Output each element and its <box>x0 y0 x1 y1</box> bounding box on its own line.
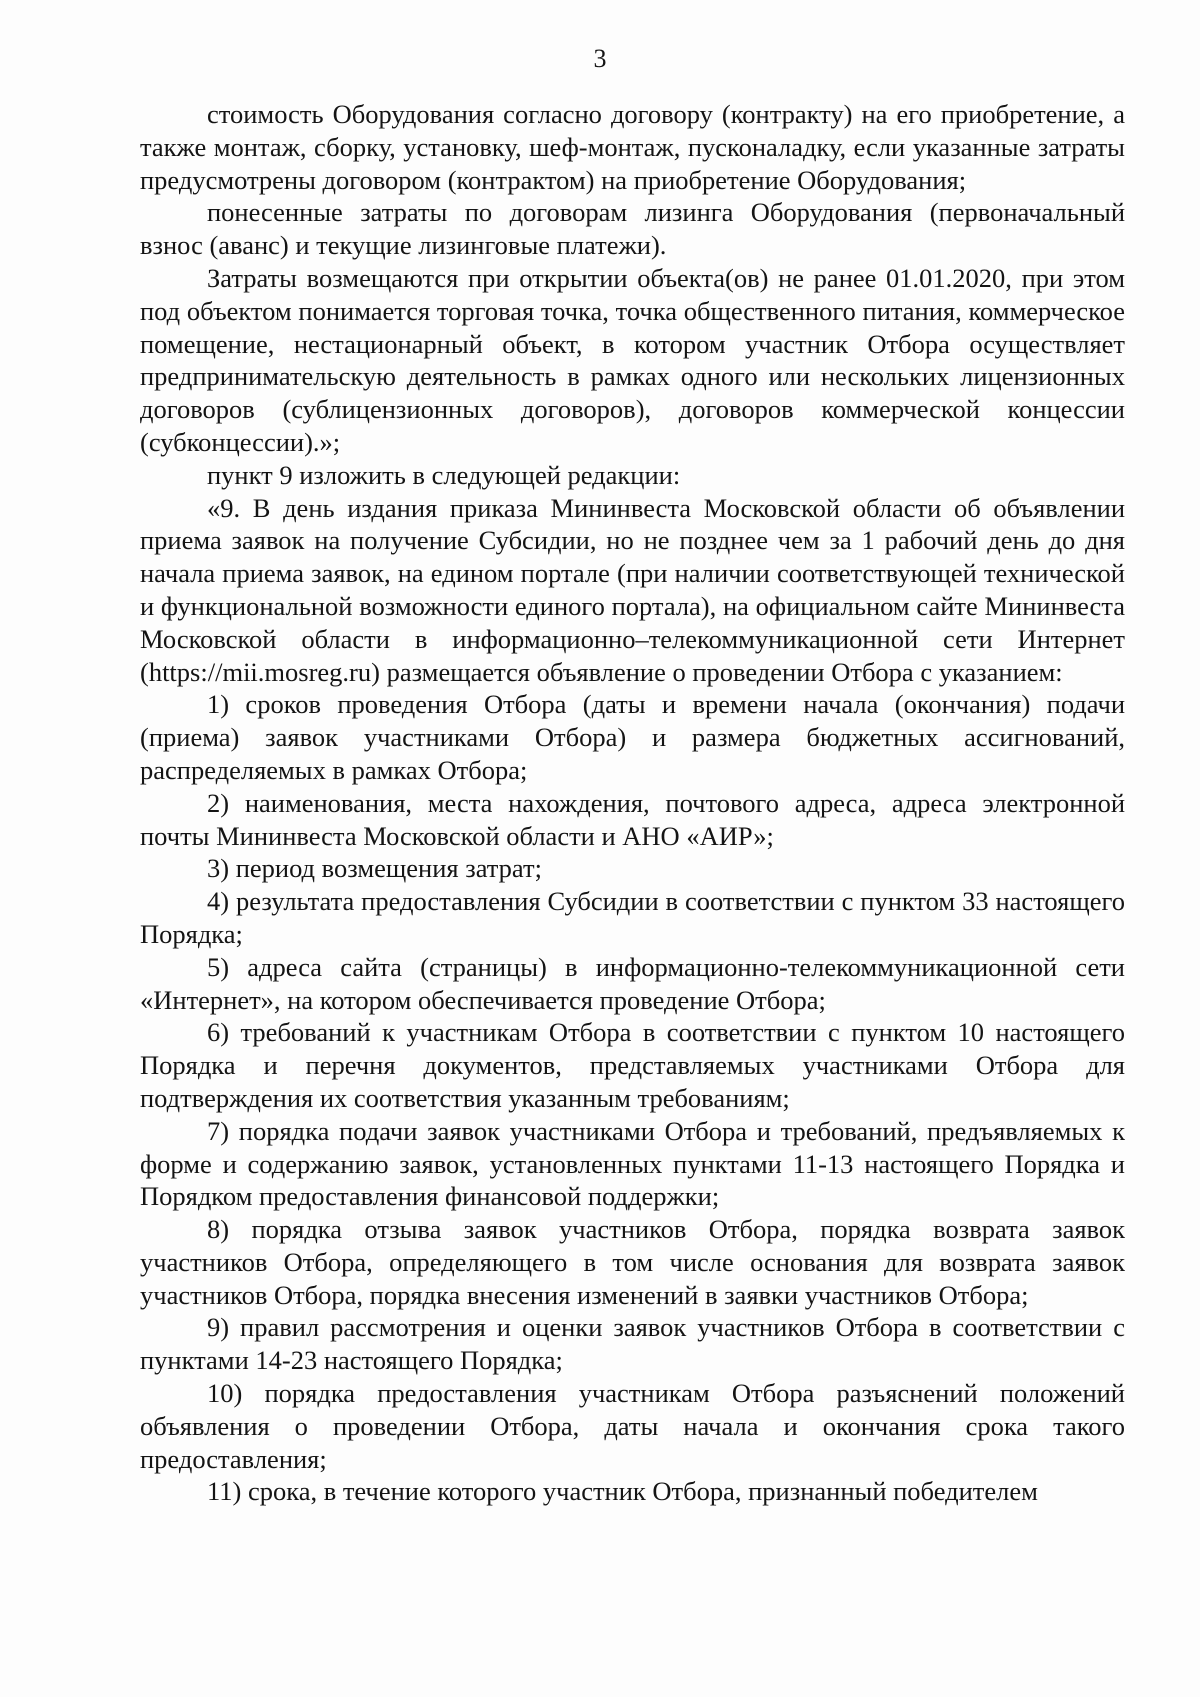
list-item-3: 3) период возмещения затрат; <box>207 853 542 884</box>
list-item-6: 6) требований к участникам Отбора в соответствии с пунктом 10 настоящего Порядка и перечня документов, представляемых участниками Отбора для подтверждения их соответствия указанным требованиям; <box>140 1017 1125 1113</box>
paragraph-clause-9: «9. В день издания приказа Мининвеста Московской области об объявлении приема заявок на получение Субсидии, но не позднее чем за 1 рабочий день до дня начала приема заявок, на едином портале (при наличии соответствующей технической и функциональной возможности единого портала), на официальном сайте Мининвеста Московской области в информационно–телекоммуникационной сети Интернет (https://mii.mosreg.ru) размещается объявление о проведении Отбора с указанием: <box>140 492 1125 687</box>
list-item-9: 9) правил рассмотрения и оценки заявок участников Отбора в соответствии с пунктами 14-23 настоящего Порядка; <box>140 1312 1125 1376</box>
page-number: 3 <box>593 44 607 73</box>
list-item-10: 10) порядка предоставления участникам Отбора разъяснений положений объявления о проведении Отбора, даты начала и окончания срока такого предоставления; <box>140 1378 1125 1474</box>
paragraph-clause-9-intro: пункт 9 изложить в следующей редакции: <box>207 459 681 490</box>
paragraph-equipment-cost: стоимость Оборудования согласно договору (контракту) на его приобретение, а также монтаж, сборку, установку, шеф-монтаж, пусконаладку, если указанные затраты предусмотрены договором (контрактом) на приобретение Оборудования; <box>140 99 1125 195</box>
document-body <box>140 98 1125 1508</box>
paragraph-leasing-costs: понесенные затраты по договорам лизинга Оборудования (первоначальный взнос (аванс) и текущие лизинговые платежи). <box>140 197 1125 261</box>
list-item-8: 8) порядка отзыва заявок участников Отбора, порядка возврата заявок участников Отбора, определяющего в том числе основания для возврата заявок участников Отбора, порядка внесения изменений в заявки участников Отбора; <box>140 1214 1125 1310</box>
list-item-5: 5) адреса сайта (страницы) в информационно-телекоммуникационной сети «Интернет», на котором обеспечивается проведение Отбора; <box>140 951 1125 1015</box>
list-item-7: 7) порядка подачи заявок участниками Отбора и требований, предъявляемых к форме и содержанию заявок, установленных пунктами 11-13 настоящего Порядка и Порядком предоставления финансовой поддержки; <box>140 1115 1125 1212</box>
list-item-2: 2) наименования, места нахождения, почтового адреса, адреса электронной почты Мининвеста Московской области и АНО «АИР»; <box>140 787 1125 851</box>
list-item-11: 11) срока, в течение которого участник Отбора, признанный победителем <box>207 1476 1038 1507</box>
list-item-4: 4) результата предоставления Субсидии в соответствии с пунктом 33 настоящего Порядка; <box>140 886 1125 949</box>
list-item-1: 1) сроков проведения Отбора (даты и времени начала (окончания) подачи (приема) заявок участниками Отбора) и размера бюджетных ассигнований, распределяемых в рамках Отбора; <box>140 689 1125 785</box>
paragraph-cost-reimbursement: Затраты возмещаются при открытии объекта(ов) не ранее 01.01.2020, при этом под объектом понимается торговая точка, точка общественного питания, коммерческое помещение, нестационарный объект, в котором участник Отбора осуществляет предпринимательскую деятельность в рамках одного или нескольких лицензионных договоров (сублицензионных договоров), договоров коммерческой концессии (субконцессии).»; <box>140 262 1125 457</box>
